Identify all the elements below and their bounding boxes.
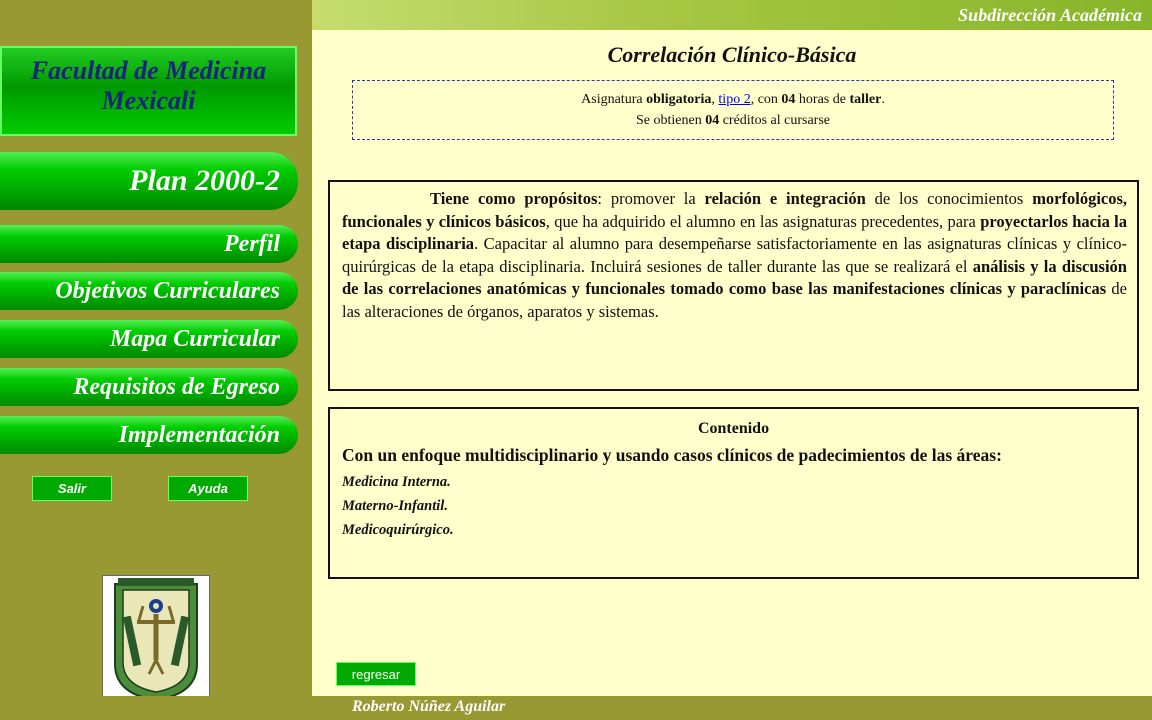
content-heading: Contenido bbox=[697, 420, 770, 437]
nav-plan[interactable]: Plan 2000-2 bbox=[0, 152, 298, 210]
author-name: Roberto Núñez Aguilar bbox=[352, 698, 506, 715]
subject-info-box bbox=[352, 80, 1114, 140]
credits-value: 04 bbox=[705, 113, 720, 128]
purpose-text-box: Tiene como propósitos: promover la relación e integración de los conocimientos morfológicos, funcionales y clínicos básicos, que ha adquirido el alumno en las asignaturas precedentes, para proyectarlos hacia la etapa disciplinaria. Capacitar al alumno para desempeñarse satisfactoriamente en las asignaturas clínicas y clínico-quirúrgicas de la etapa disciplinaria. Incluirá sesiones de taller durante las que se realizará el análisis y la discusión de las correlaciones anatómicas y funcionales tomado como base las manifestaciones clínicas y paraclínicas de las alteraciones de órganos, aparatos y sistemas. bbox=[328, 180, 1139, 391]
subject-type-link[interactable]: tipo 2 bbox=[718, 92, 751, 107]
top-bar-left bbox=[0, 0, 312, 30]
faculty-campus: Mexicali bbox=[101, 86, 196, 115]
nav-mapa-curricular[interactable]: Mapa Curricular bbox=[0, 320, 298, 358]
back-button[interactable]: regresar bbox=[336, 662, 416, 686]
content-section bbox=[328, 407, 1139, 579]
bottom-bar bbox=[0, 696, 1152, 720]
area-item: Materno-Infantil. bbox=[342, 498, 448, 514]
university-seal bbox=[102, 575, 210, 705]
workshop-label: taller bbox=[849, 92, 882, 107]
nav-objetivos-curriculares[interactable]: Objetivos Curriculares bbox=[0, 272, 298, 310]
hours-value: 04 bbox=[781, 92, 796, 107]
content-intro: Con un enfoque multidisciplinario y usando casos clínicos de padecimientos de las áreas: bbox=[342, 445, 1002, 465]
area-item: Medicina Interna. bbox=[342, 474, 451, 490]
exit-button[interactable]: Salir bbox=[32, 476, 112, 501]
seal-emblem-icon bbox=[103, 576, 209, 704]
page-title: Correlación Clínico-Básica bbox=[607, 42, 857, 67]
faculty-name: Facultad de Medicina bbox=[30, 56, 267, 85]
faculty-banner bbox=[0, 46, 297, 136]
institution-header: Subdirección Académica bbox=[958, 5, 1142, 25]
area-item: Medicoquirúrgico. bbox=[342, 522, 454, 538]
help-button[interactable]: Ayuda bbox=[168, 476, 248, 501]
nav-perfil[interactable]: Perfil bbox=[0, 225, 298, 263]
mandatory-label: obligatoria bbox=[646, 92, 712, 107]
credits-line: Se obtienen 04 créditos al cursarse bbox=[635, 113, 830, 128]
nav-implementacion[interactable]: Implementación bbox=[0, 416, 298, 454]
nav-requisitos-egreso[interactable]: Requisitos de Egreso bbox=[0, 368, 298, 406]
subject-info-line: Asignatura obligatoria, tipo 2, con 04 horas de taller. bbox=[581, 92, 885, 107]
